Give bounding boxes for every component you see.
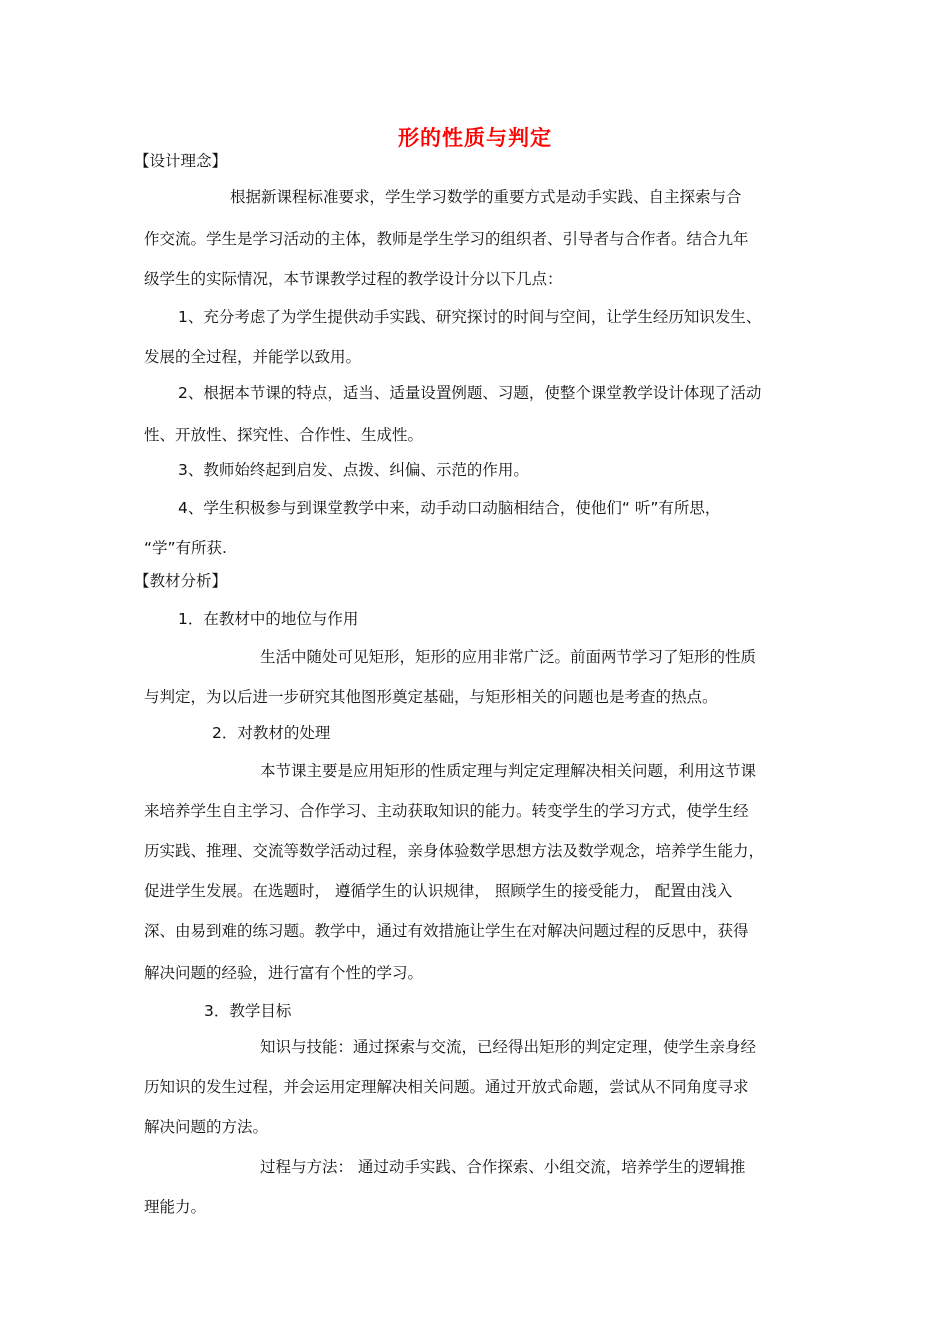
analysis-sub1-title: 1．在教材中的地位与作用	[178, 610, 359, 628]
analysis-sub2-title: 2．对教材的处理	[212, 724, 331, 742]
design-point-4-line-1: 4、学生积极参与到课堂教学中来，动手动口动脑相结合，使他们“ 听”有所思，	[178, 499, 721, 517]
analysis-sub2-line-3: 历实践、推理、交流等数学活动过程，亲身体验数学思想方法及数学观念，培养学生能力，	[144, 842, 765, 860]
design-point-2-line-2: 性、开放性、探究性、合作性、生成性。	[144, 426, 424, 444]
design-point-1-line-2: 发展的全过程，并能学以致用。	[144, 348, 362, 366]
design-point-3-line-1: 3、教师始终起到启发、点拨、纠偏、示范的作用。	[178, 461, 529, 479]
section-heading-analysis: 【教材分析】	[134, 572, 228, 590]
analysis-sub1-line-2: 与判定，为以后进一步研究其他图形奠定基础，与矩形相关的问题也是考查的热点。	[144, 688, 718, 706]
analysis-sub3-title: 3．教学目标	[204, 1002, 292, 1020]
analysis-knowledge-line-3: 解决问题的方法。	[144, 1118, 269, 1136]
analysis-sub2-line-2: 来培养学生自主学习、合作学习、主动获取知识的能力。转变学生的学习方式，使学生经	[144, 802, 749, 820]
analysis-sub2-line-1: 本节课主要是应用矩形的性质定理与判定定理解决相关问题，利用这节课	[260, 762, 757, 780]
analysis-sub1-line-1: 生活中随处可见矩形，矩形的应用非常广泛。前面两节学习了矩形的性质	[260, 648, 757, 666]
design-intro-line-3: 级学生的实际情况，本节课教学过程的教学设计分以下几点：	[144, 270, 563, 288]
design-intro-line-2: 作交流。学生是学习活动的主体，教师是学生学习的组织者、引导者与合作者。结合九年	[144, 230, 749, 248]
analysis-sub2-line-6: 解决问题的经验，进行富有个性的学习。	[144, 964, 424, 982]
analysis-sub2-line-5: 深、由易到难的练习题。教学中，通过有效措施让学生在对解决问题过程的反思中，获得	[144, 922, 749, 940]
analysis-process-line-1: 过程与方法： 通过动手实践、合作探索、小组交流，培养学生的逻辑推	[260, 1158, 746, 1176]
document-title: 形的性质与判定	[398, 126, 552, 150]
analysis-process-line-2: 理能力。	[144, 1198, 207, 1216]
design-point-4-line-2: “学”有所获.	[144, 539, 227, 557]
analysis-knowledge-line-1: 知识与技能：通过探索与交流，已经得出矩形的判定定理，使学生亲身经	[260, 1038, 757, 1056]
analysis-knowledge-line-2: 历知识的发生过程，并会运用定理解决相关问题。通过开放式命题，尝试从不同角度寻求	[144, 1078, 749, 1096]
design-point-1-line-1: 1、充分考虑了为学生提供动手实践、研究探讨的时间与空间，让学生经历知识发生、	[178, 308, 762, 326]
design-point-2-line-1: 2、根据本节课的特点，适当、适量设置例题、习题，使整个课堂教学设计体现了活动	[178, 384, 762, 402]
design-intro-line-1: 根据新课程标准要求，学生学习数学的重要方式是动手实践、自主探索与合	[230, 188, 742, 206]
section-heading-design: 【设计理念】	[134, 152, 228, 170]
analysis-sub2-line-4: 促进学生发展。在选题时， 遵循学生的认识规律， 照顾学生的接受能力， 配置由浅入	[144, 882, 733, 900]
